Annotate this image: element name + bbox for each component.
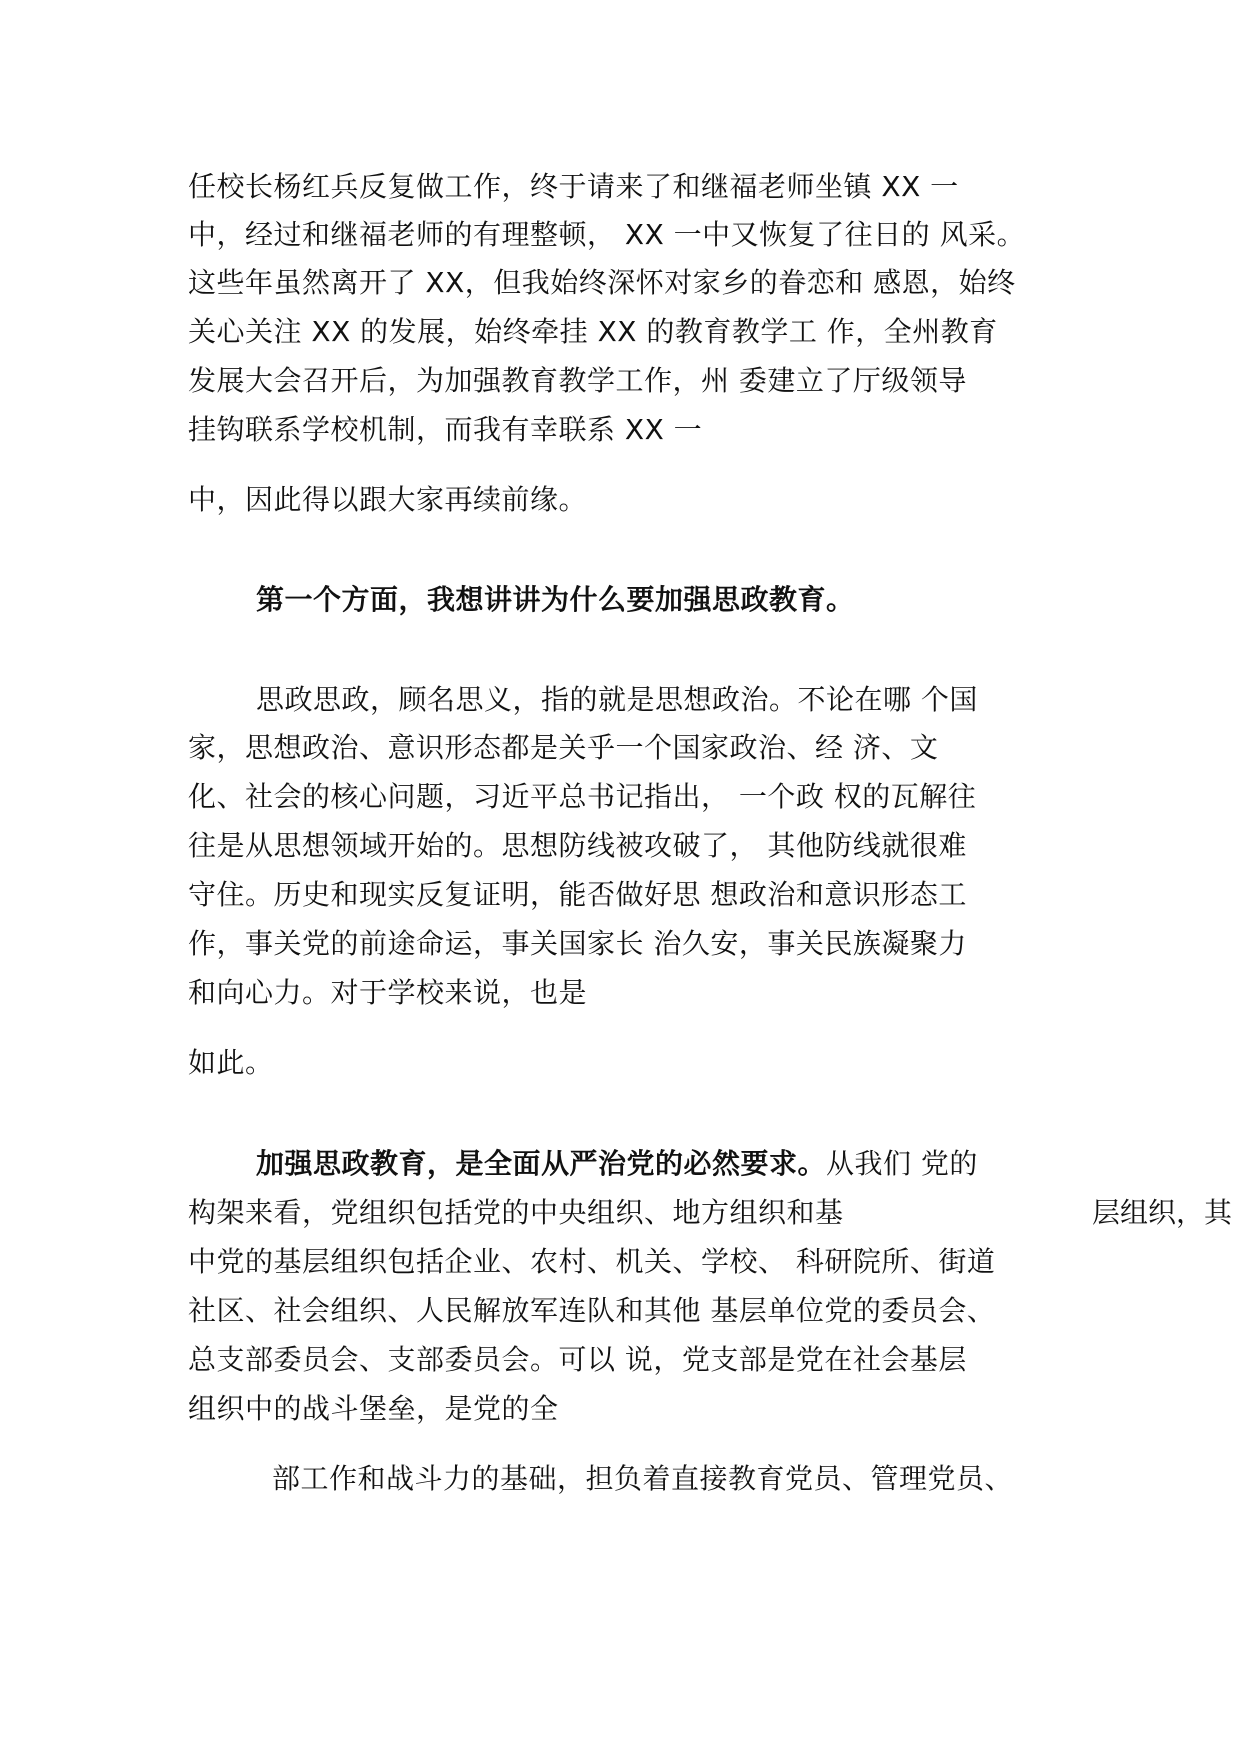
paragraph-2-line-5: 守住。历史和现实反复证明，能否做好思 想政治和意识形态工: [188, 878, 967, 911]
paragraph-2-line-1: 思政思政，顾名思义，指的就是思想政治。不论在哪 个国: [256, 683, 978, 716]
paragraph-3-line-5: 总支部委员会、支部委员会。可以 说，党支部是党在社会基层: [188, 1343, 967, 1376]
paragraph-2-line-7: 和向心力。对于学校来说，也是: [188, 976, 588, 1009]
paragraph-1-line-2: 中，经过和继福老师的有理整顿， XX 一中又恢复了往日的 风采。: [188, 218, 1026, 251]
paragraph-2-line-6: 作，事关党的前途命运，事关国家长 治久安，事关民族凝聚力: [188, 927, 967, 960]
paragraph-1-line-5: 发展大会召开后，为加强教育教学工作，州 委建立了厅级领导: [188, 364, 967, 397]
paragraph-3-line-6: 组织中的战斗堡垒，是党的全: [188, 1392, 559, 1425]
paragraph-3-line-2-right: 层组织，其: [1092, 1196, 1233, 1229]
paragraph-3-lead-bold: 加强思政教育，是全面从严治党的必然要求。: [256, 1147, 827, 1180]
paragraph-1-line-3: 这些年虽然离开了 XX，但我始终深怀对家乡的眷恋和 感恩，始终: [188, 266, 1016, 299]
paragraph-3-line-1: [256, 1147, 978, 1181]
paragraph-3-line-7: 部工作和战斗力的基础，担负着直接教育党员、管理党员、: [272, 1462, 1014, 1495]
paragraph-1-line-6: 挂钩联系学校机制，而我有幸联系 XX 一: [188, 413, 703, 446]
paragraph-2-line-8: 如此。: [188, 1046, 274, 1079]
paragraph-1-line-4: 关心关注 XX 的发展，始终牵挂 XX 的教育教学工 作，全州教育: [188, 315, 998, 348]
paragraph-1-line-1: 任校长杨红兵反复做工作，终于请来了和继福老师坐镇 XX 一: [188, 170, 959, 203]
paragraph-3-lead-rest: 从我们 党的: [826, 1147, 978, 1180]
paragraph-2-line-3: 化、社会的核心问题，习近平总书记指出， 一个政 权的瓦解往: [188, 780, 977, 813]
paragraph-2-line-2: 家，思想政治、意识形态都是关乎一个国家政治、经 济、文: [188, 731, 939, 764]
section-heading: 第一个方面，我想讲讲为什么要加强思政教育。: [256, 583, 855, 616]
paragraph-3-line-4: 社区、社会组织、人民解放军连队和其他 基层单位党的委员会、: [188, 1294, 996, 1327]
paragraph-1-line-7: 中，因此得以跟大家再续前缘。: [188, 483, 588, 516]
paragraph-3-line-2-left: 构架来看，党组织包括党的中央组织、地方组织和基: [188, 1196, 844, 1229]
paragraph-2-line-4: 往是从思想领域开始的。思想防线被攻破了， 其他防线就很难: [188, 829, 967, 862]
paragraph-3-line-3: 中党的基层组织包括企业、农村、机关、学校、 科研院所、街道: [188, 1245, 996, 1278]
